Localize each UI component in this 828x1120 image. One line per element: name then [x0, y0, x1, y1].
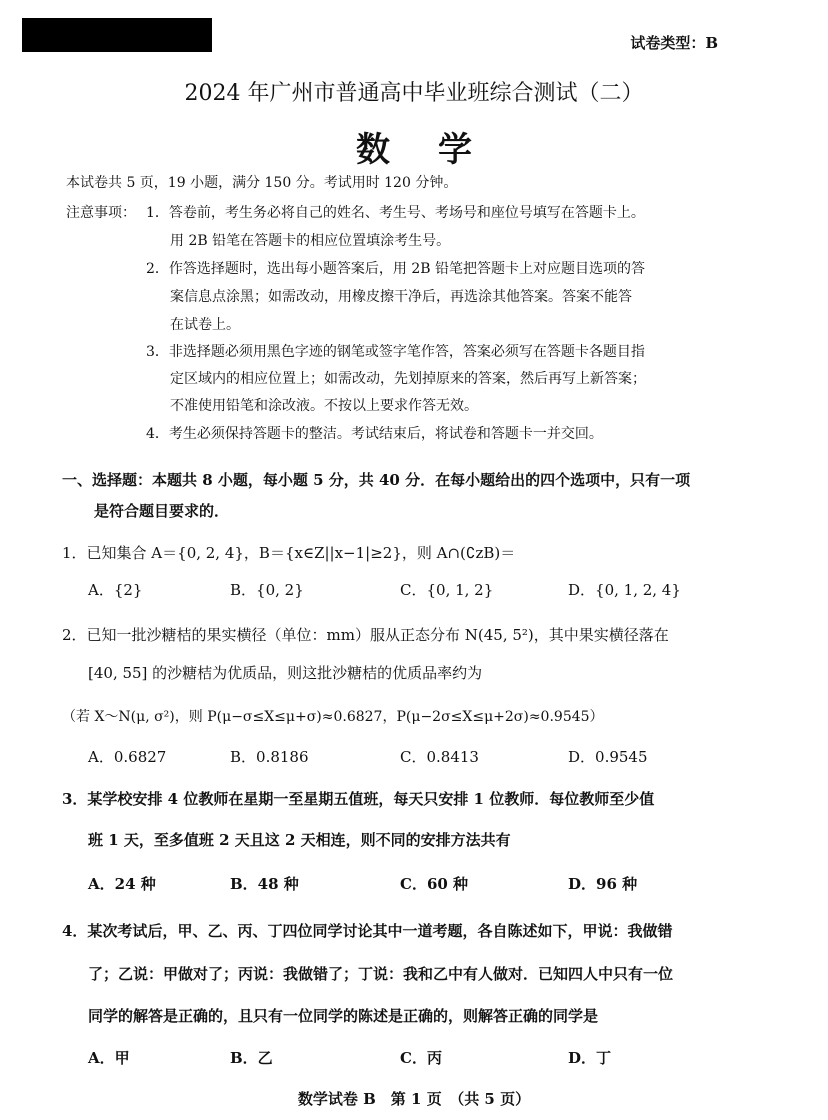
- question-4-stem-cont: 同学的解答是正确的，且只有一位同学的陈述是正确的，则解答正确的同学是: [88, 1007, 599, 1025]
- q1-option-a: A．{2}: [88, 581, 143, 599]
- question-2-stem-cont: [40, 55] 的沙糖桔为优质品，则这批沙糖桔的优质品率约为: [88, 664, 483, 682]
- question-3-stem-cont: 班 1 天，至多值班 2 天且这 2 天相连，则不同的安排方法共有: [88, 831, 511, 849]
- section-heading: 一、选择题：本题共 8 小题，每小题 5 分，共 40 分．在每小题给出的四个选项中，只有一项: [62, 471, 691, 489]
- q2-option-c: C．0.8413: [400, 748, 479, 766]
- q1-option-b: B．{0, 2}: [230, 581, 304, 599]
- question-4-stem: 4．某次考试后，甲、乙、丙、丁四位同学讨论其中一道考题，各自陈述如下，甲说：我做错: [62, 922, 673, 940]
- q2-option-a: A．0.6827: [88, 748, 167, 766]
- q3-option-d: D．96 种: [568, 875, 638, 893]
- q1-option-c: C．{0, 1, 2}: [400, 581, 494, 599]
- note-line: 1．答卷前，考生务必将自己的姓名、考生号、考场号和座位号填写在答题卡上。: [146, 205, 645, 221]
- subject-heading: 数学: [356, 130, 520, 170]
- q1-option-d: D．{0, 1, 2, 4}: [568, 581, 681, 599]
- note-line: 2．作答选择题时，选出每小题答案后，用 2B 铅笔把答题卡上对应题目选项的答: [146, 261, 646, 277]
- q4-option-d: D．丁: [568, 1049, 612, 1067]
- section-heading-cont: 是符合题目要求的．: [94, 502, 230, 520]
- note-line: 3．非选择题必须用黑色字迹的钢笔或签字笔作答，答案必须写在答题卡各题目指: [146, 344, 645, 360]
- question-2-stem: 2．已知一批沙糖桔的果实横径（单位：mm）服从正态分布 N(45, 5²)，其中果实横径落在: [62, 626, 669, 644]
- note-line: 用 2B 铅笔在答题卡的相应位置填涂考生号。: [170, 233, 451, 249]
- notes-label: 注意事项：: [66, 205, 136, 221]
- question-4-stem-cont: 了；乙说：甲做对了；丙说：我做错了；丁说：我和乙中有人做对．已知四人中只有一位: [88, 965, 674, 983]
- question-2-hint: （若 X～N(μ, σ²)，则 P(μ−σ≤X≤μ+σ)≈0.6827，P(μ−2σ≤X≤μ+2σ)≈0.9545）: [62, 709, 604, 725]
- q2-option-d: D．0.9545: [568, 748, 648, 766]
- exam-title: 2024 年广州市普通高中毕业班综合测试（二）: [184, 81, 644, 106]
- question-3-stem: 3．某学校安排 4 位教师在星期一至星期五值班，每天只安排 1 位教师．每位教师至少值: [62, 790, 655, 808]
- page-footer: 数学试卷 B 第 1 页 （共 5 页）: [297, 1090, 531, 1108]
- note-line: 定区域内的相应位置上；如需改动，先划掉原来的答案，然后再写上新答案；: [170, 371, 646, 387]
- note-line: 4．考生必须保持答题卡的整洁。考试结束后，将试卷和答题卡一并交回。: [146, 426, 603, 442]
- q4-option-b: B．乙: [230, 1049, 273, 1067]
- redaction-bar: [22, 18, 212, 52]
- note-line: 在试卷上。: [170, 317, 240, 333]
- exam-intro: 本试卷共 5 页，19 小题，满分 150 分。考试用时 120 分钟。: [66, 175, 458, 191]
- note-line: 案信息点涂黑；如需改动，用橡皮擦干净后，再选涂其他答案。答案不能答: [170, 289, 632, 305]
- q3-option-b: B．48 种: [230, 875, 299, 893]
- q3-option-a: A．24 种: [88, 875, 156, 893]
- q4-option-c: C．丙: [400, 1049, 442, 1067]
- q2-option-b: B．0.8186: [230, 748, 309, 766]
- exam-type-label: 试卷类型：B: [630, 34, 718, 52]
- q4-option-a: A．甲: [88, 1049, 130, 1067]
- q3-option-c: C．60 种: [400, 875, 469, 893]
- note-line: 不准使用铅笔和涂改液。不按以上要求作答无效。: [170, 398, 478, 414]
- question-1-stem: 1．已知集合 A＝{0, 2, 4}，B＝{x∈Z||x−1|≥2}，则 A∩(∁zB)＝: [62, 544, 516, 562]
